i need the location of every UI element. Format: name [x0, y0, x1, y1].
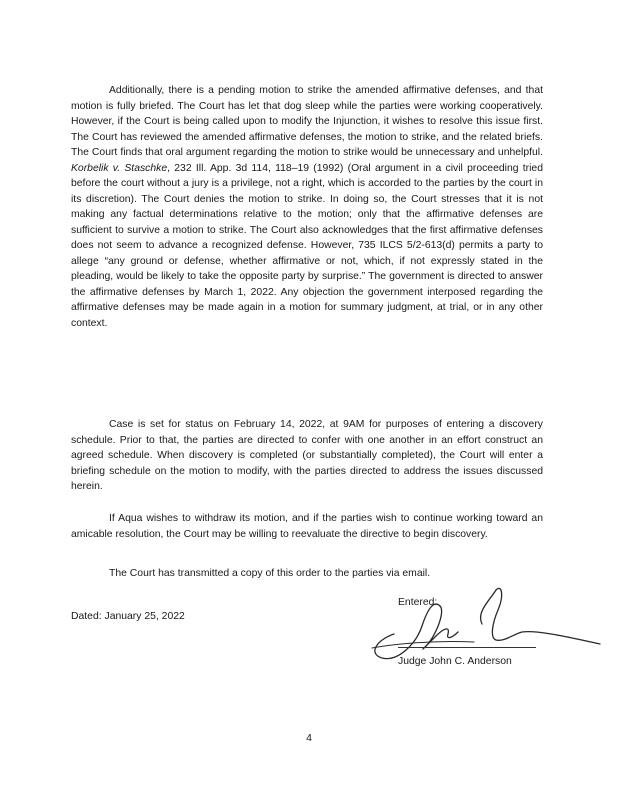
para1-intro: Additionally, there is a pending motion to strike the amended affirmative defenses, and that motion is fully briefed. The Court has let that dog sleep while the parties were working cooperatively. However, if the Court is being called upon to modify the Injunction, it wishes to resolve this issue first. The Court has reviewed the amended affirmative defenses, the motion to strike, and the related briefs. The Court finds that oral argument regarding the motion to strike would be unnecessary and unhelpful.: [71, 85, 543, 158]
paragraph-withdraw-motion: If Aqua wishes to withdraw its motion, and if the parties wish to continue working toward an amicable resolution, the Court may be willing to reevaluate the directive to begin discovery.: [71, 513, 543, 540]
paragraph-motion-to-strike: [71, 83, 543, 331]
paragraph-status-hearing: Case is set for status on February 14, 2022, at 9AM for purposes of entering a discovery schedule. Prior to that, the parties are directed to confer with one another in an effort construct an agreed schedule. When discovery is completed (or substantially completed), the Court will enter a briefing schedule on the motion to modify, with the parties directed to address the issues discussed herein.: [71, 419, 543, 492]
signature-line: [398, 647, 536, 648]
page-number: 4: [306, 733, 312, 744]
case-citation: Korbelik v. Staschke: [71, 162, 168, 174]
handwritten-signature-icon: [364, 582, 602, 662]
entered-label: Entered:: [398, 597, 438, 608]
dated-line: Dated: January 25, 2022: [71, 611, 185, 622]
paragraph-transmittal: The Court has transmitted a copy of this order to the parties via email.: [109, 568, 431, 579]
para1-rest: , 232 Ill. App. 3d 114, 118–19 (1992) (Oral argument in a civil proceeding tried before the court without a jury is a privilege, not a right, which is accorded to the parties by the court in its discretion). The Court denies the motion to strike. In doing so, the Court stresses that it is not making any factual determinations relative to the motion; only that the affirmative defenses are sufficient to survive a motion to strike. The Court also acknowledges that the first affirmative defenses does not seem to advance a recognized defense. However, 735 ILCS 5/2-613(d) permits a party to allege “any ground or defense, whether affirmative or not, which, if not expressly stated in the pleading, would be likely to take the opposite party by surprise.” The government is directed to answer the affirmative defenses by March 1, 2022. Any objection the government interposed regarding the affirmative defenses may be made again in a motion for summary judgment, at trial, or in any other context.: [71, 162, 543, 329]
judge-name: Judge John C. Anderson: [398, 656, 512, 667]
